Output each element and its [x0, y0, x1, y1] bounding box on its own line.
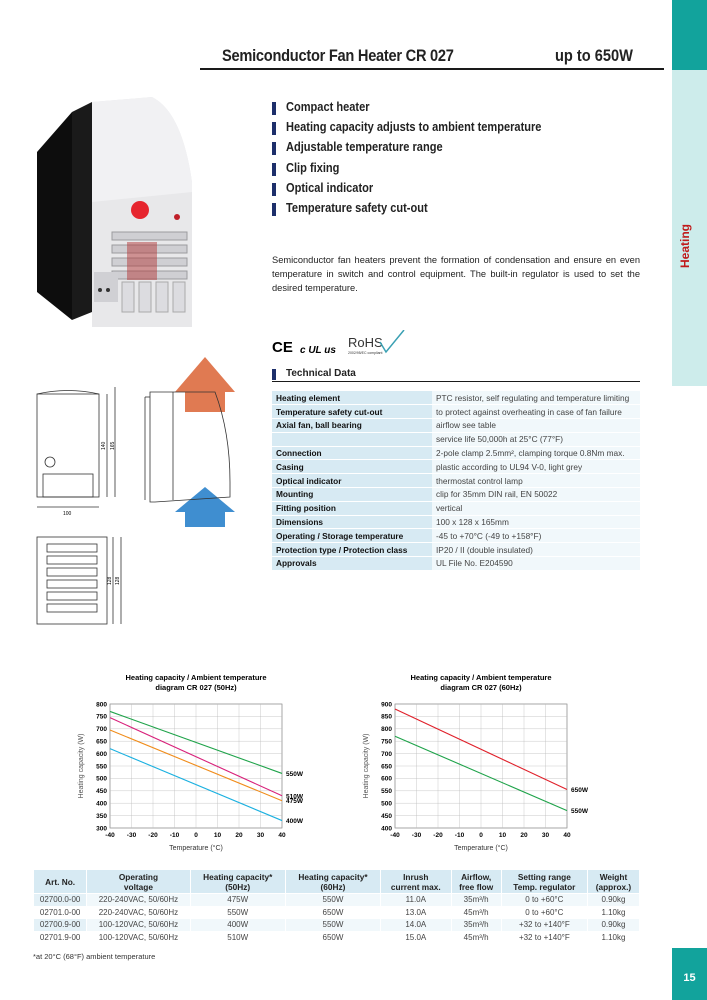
tech-row: [272, 515, 640, 529]
table-cell: 650W: [285, 906, 380, 919]
column-header: [285, 870, 380, 894]
table-cell: 02701.9-00: [34, 931, 87, 944]
footnote: *at 20°C (68°F) ambient temperature: [33, 952, 156, 961]
column-header-line: Setting range: [517, 871, 571, 882]
product-description: Semiconductor fan heaters prevent the formation of condensation and ensure en even temperature in switch and control equipment. The built-in regulator is used to set the desired temperature.: [272, 255, 640, 293]
column-header: [501, 870, 587, 894]
y-tick-label: 350: [96, 812, 107, 820]
y-tick-label: 400: [381, 825, 392, 833]
column-header: [451, 870, 501, 894]
tech-value: clip for 35mm DIN rail, EN 50022: [432, 488, 640, 502]
tech-key: Axial fan, ball bearing: [272, 419, 432, 433]
column-header-line: (60Hz): [320, 881, 346, 892]
table-cell: 550W: [285, 894, 380, 907]
products-table: [33, 869, 640, 944]
table-cell: 100-120VAC, 50/60Hz: [87, 919, 190, 932]
column-header: [587, 870, 639, 894]
table-cell: 100-120VAC, 50/60Hz: [87, 931, 190, 944]
column-header-line: Temp. regulator: [513, 881, 576, 892]
table-cell: 02700.0-00: [34, 894, 87, 907]
tech-value: UL File No. E204590: [432, 557, 640, 571]
tech-row: [272, 474, 640, 488]
tech-key: Connection: [272, 446, 432, 460]
table-cell: 13.0A: [381, 906, 451, 919]
table-cell: 14.0A: [381, 919, 451, 932]
y-tick-label: 700: [381, 750, 392, 758]
tech-key: Temperature safety cut-out: [272, 405, 432, 419]
tech-key: Casing: [272, 460, 432, 474]
tech-key: Dimensions: [272, 515, 432, 529]
tech-row: [272, 501, 640, 515]
page-number: 15: [683, 972, 696, 984]
tech-value: airflow see table: [432, 419, 640, 433]
series-label: 550W: [286, 770, 303, 778]
tech-row: [272, 432, 640, 446]
dim-depth-b: 128: [115, 576, 121, 585]
tech-key: Optical indicator: [272, 474, 432, 488]
tech-value: 2-pole clamp 2.5mm², clamping torque 0.8Nm max.: [432, 446, 640, 460]
chart-50hz: [70, 672, 310, 862]
side-tab-top: [672, 0, 707, 70]
table-cell: 1.10kg: [587, 931, 639, 944]
section-label: Heating: [678, 223, 692, 268]
x-tick-label: -30: [126, 832, 137, 839]
tech-value: 100 x 128 x 165mm: [432, 515, 640, 529]
column-header-line: Heating capacity*: [298, 871, 368, 882]
tech-value: service life 50,000h at 25°C (77°F): [432, 432, 640, 446]
tech-key: Heating element: [272, 391, 432, 405]
table-row: [34, 906, 640, 919]
tech-row: [272, 405, 640, 419]
tech-key: Fitting position: [272, 501, 432, 515]
x-tick-label: 40: [563, 832, 571, 839]
y-tick-label: 800: [96, 701, 107, 709]
y-tick-label: 300: [96, 825, 107, 833]
y-tick-label: 650: [96, 738, 107, 746]
x-tick-label: -40: [105, 832, 115, 839]
series-label: 510W: [286, 793, 303, 801]
column-header: [34, 870, 87, 894]
tech-row: [272, 529, 640, 543]
y-tick-label: 850: [381, 713, 392, 721]
y-tick-label: 450: [96, 788, 107, 796]
y-tick-label: 600: [96, 750, 107, 758]
tech-row: [272, 557, 640, 571]
table-cell: 550W: [190, 906, 285, 919]
rohs-check-icon: [380, 330, 404, 352]
x-tick-label: -30: [411, 832, 422, 839]
column-header-line: Weight: [599, 871, 628, 882]
x-tick-label: -40: [390, 832, 400, 839]
column-header: [190, 870, 285, 894]
hot-air-arrow-icon: [175, 357, 235, 412]
tech-row: [272, 419, 640, 433]
table-cell: 0 to +60°C: [501, 906, 587, 919]
column-header-line: current max.: [390, 881, 441, 892]
table-cell: 475W: [190, 894, 285, 907]
x-tick-label: 20: [520, 832, 528, 839]
chart-subtitle: diagram CR 027 (50Hz): [155, 683, 237, 692]
x-tick-label: 10: [213, 832, 222, 839]
x-tick-label: -10: [454, 832, 465, 839]
technical-data-table: [272, 391, 640, 571]
y-axis-label: Heating capacity (W): [363, 733, 370, 799]
table-cell: 0.90kg: [587, 894, 639, 907]
table-cell: 11.0A: [381, 894, 451, 907]
tech-key: [272, 432, 432, 446]
table-cell: 400W: [190, 919, 285, 932]
x-tick-label: 40: [278, 832, 286, 839]
column-header-line: Art. No.: [45, 876, 76, 887]
tech-key: Protection type / Protection class: [272, 543, 432, 557]
tech-row: [272, 488, 640, 502]
table-cell: 220-240VAC, 50/60Hz: [87, 906, 190, 919]
table-cell: 35m³/h: [451, 919, 501, 932]
table-cell: 02700.9-00: [34, 919, 87, 932]
table-cell: 02701.0-00: [34, 906, 87, 919]
series-label: 475W: [286, 798, 303, 806]
x-tick-label: -10: [169, 832, 180, 839]
ce-mark: CE: [272, 339, 293, 356]
certification-logos: [272, 330, 412, 360]
cold-air-arrow-icon: [175, 487, 235, 527]
rohs-mark: RoHS: [348, 335, 383, 350]
x-tick-label: 20: [235, 832, 243, 839]
x-tick-label: 30: [541, 832, 550, 839]
tech-row: [272, 543, 640, 557]
y-tick-label: 500: [96, 775, 107, 783]
x-tick-label: 0: [194, 832, 198, 839]
tech-row: [272, 446, 640, 460]
y-tick-label: 550: [96, 763, 107, 771]
chart-title: Heating capacity / Ambient temperature: [410, 673, 552, 682]
table-cell: 550W: [285, 919, 380, 932]
column-header: [87, 870, 190, 894]
x-axis-label: Temperature (°C): [454, 845, 508, 852]
dim-height-b: 165: [110, 441, 116, 450]
y-tick-label: 750: [381, 738, 392, 746]
tech-key: Mounting: [272, 488, 432, 502]
y-axis-label: Heating capacity (W): [78, 733, 85, 799]
header-rule: [200, 68, 664, 70]
y-tick-label: 700: [96, 726, 107, 734]
product-image: [32, 92, 222, 327]
ul-mark: c UL us: [300, 345, 336, 356]
table-row: [34, 919, 640, 932]
table-cell: 1.10kg: [587, 906, 639, 919]
table-cell: +32 to +140°F: [501, 931, 587, 944]
y-tick-label: 550: [381, 788, 392, 796]
rohs-subtext: 2002/95/EC compliant: [348, 351, 383, 355]
table-row: [34, 894, 640, 907]
y-tick-label: 900: [381, 701, 392, 709]
tech-row: [272, 391, 640, 405]
x-tick-label: -20: [148, 832, 158, 839]
dim-height-a: 140: [101, 441, 107, 450]
table-cell: +32 to +140°F: [501, 919, 587, 932]
column-header-line: voltage: [123, 881, 153, 892]
chart-60hz: [355, 672, 595, 862]
tech-row: [272, 460, 640, 474]
tech-value: PTC resistor, self regulating and temperature limiting: [432, 391, 640, 405]
table-row: [34, 931, 640, 944]
column-header-line: (approx.): [595, 881, 632, 892]
table-cell: 0 to +60°C: [501, 894, 587, 907]
column-header-line: Heating capacity*: [203, 871, 273, 882]
x-axis-label: Temperature (°C): [169, 845, 223, 852]
table-cell: 45m³/h: [451, 931, 501, 944]
y-tick-label: 500: [381, 800, 392, 808]
tech-value: -45 to +70°C (-49 to +158°F): [432, 529, 640, 543]
chart-subtitle: diagram CR 027 (60Hz): [440, 683, 522, 692]
dimension-drawings: [25, 352, 265, 637]
series-label: 550W: [571, 808, 588, 816]
column-header-line: Operating: [118, 871, 159, 882]
table-cell: 650W: [285, 931, 380, 944]
series-label: 650W: [571, 787, 588, 795]
technical-data-rule: [272, 381, 640, 382]
dim-width: 100: [63, 511, 72, 517]
x-tick-label: -20: [433, 832, 443, 839]
tech-value: plastic according to UL94 V-0, light grey: [432, 460, 640, 474]
table-cell: 35m³/h: [451, 894, 501, 907]
tech-value: IP20 / II (double insulated): [432, 543, 640, 557]
y-tick-label: 600: [381, 775, 392, 783]
tech-key: Operating / Storage temperature: [272, 529, 432, 543]
table-cell: 15.0A: [381, 931, 451, 944]
tech-value: to protect against overheating in case of fan failure: [432, 405, 640, 419]
y-tick-label: 800: [381, 726, 392, 734]
table-cell: 0.90kg: [587, 919, 639, 932]
table-cell: 510W: [190, 931, 285, 944]
tech-value: vertical: [432, 501, 640, 515]
column-header-line: free flow: [459, 881, 494, 892]
tech-value: thermostat control lamp: [432, 474, 640, 488]
power-rating: up to 650W: [555, 46, 633, 65]
y-tick-label: 650: [381, 763, 392, 771]
y-tick-label: 400: [96, 800, 107, 808]
x-tick-label: 0: [479, 832, 483, 839]
column-header-line: Airflow,: [461, 871, 492, 882]
x-tick-label: 10: [498, 832, 507, 839]
table-cell: 45m³/h: [451, 906, 501, 919]
tech-key: Approvals: [272, 557, 432, 571]
column-header-line: Inrush: [403, 871, 429, 882]
y-tick-label: 750: [96, 713, 107, 721]
series-label: 400W: [286, 818, 303, 826]
x-tick-label: 30: [256, 832, 265, 839]
page-title: Semiconductor Fan Heater CR 027: [222, 46, 454, 65]
table-cell: 220-240VAC, 50/60Hz: [87, 894, 190, 907]
column-header-line: (50Hz): [225, 881, 251, 892]
y-tick-label: 450: [381, 812, 392, 820]
dim-depth-a: 128: [107, 576, 113, 585]
chart-title: Heating capacity / Ambient temperature: [125, 673, 267, 682]
column-header: [381, 870, 451, 894]
